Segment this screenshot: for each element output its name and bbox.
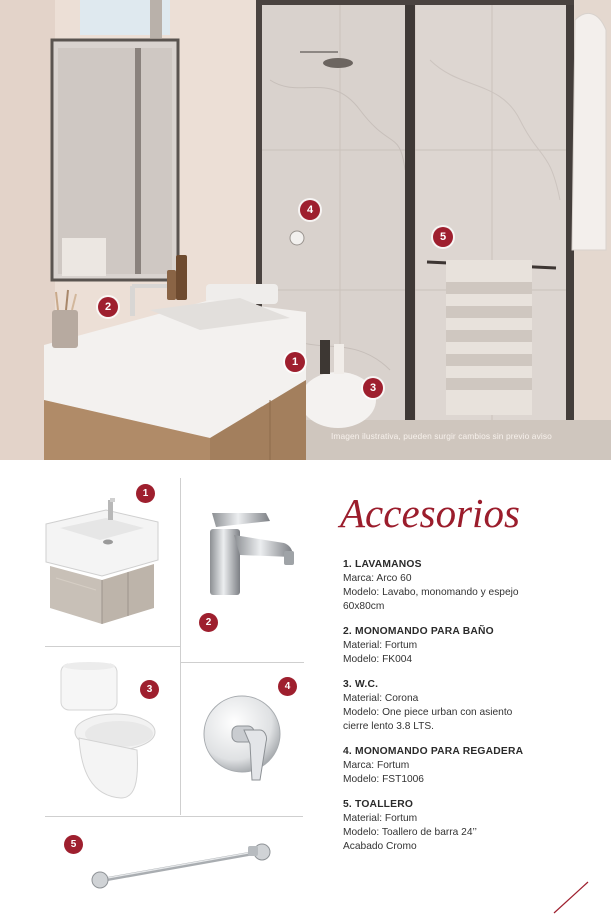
scene-marker-4	[300, 200, 320, 220]
grid-divider	[180, 478, 181, 815]
spec-line: Modelo: Lavabo, monomando y espejo	[343, 587, 519, 598]
washbasin-vanity-icon	[42, 496, 162, 630]
shower-mixer-icon	[202, 690, 288, 786]
grid-divider	[45, 646, 180, 647]
grid-divider	[180, 662, 304, 663]
scene-marker-1	[285, 352, 305, 372]
toilet-icon	[55, 660, 159, 805]
spec-item-toallero	[343, 798, 583, 854]
spec-line: 60x80cm	[343, 601, 385, 612]
scene-marker-label: 4	[306, 204, 314, 216]
spec-line: Marca: Fortum	[343, 760, 410, 771]
scene-marker-3	[363, 378, 383, 398]
towel-bar-icon	[88, 838, 274, 894]
basin-faucet-icon	[204, 505, 300, 599]
spec-line: Marca: Arco 60	[343, 573, 412, 584]
spec-item-wc	[343, 678, 583, 734]
spec-heading: 3. W.C.	[343, 679, 379, 690]
spec-line: Material: Fortum	[343, 640, 418, 651]
spec-line: Modelo: FST1006	[343, 774, 424, 785]
badge-number: 4	[284, 681, 291, 692]
spec-line: Modelo: FK004	[343, 654, 413, 665]
product-badge-5	[64, 835, 83, 854]
badge-number: 5	[70, 839, 77, 850]
scene-marker-label: 1	[291, 356, 299, 368]
scene-marker-2	[98, 297, 118, 317]
scene-marker-label: 5	[439, 231, 447, 243]
spec-line: Material: Corona	[343, 693, 419, 704]
badge-number: 3	[146, 684, 153, 695]
spec-heading: 5. TOALLERO	[343, 799, 414, 810]
spec-item-lavamanos	[343, 558, 583, 614]
spec-item-monomando-bano	[343, 625, 583, 667]
product-badge-2	[199, 613, 218, 632]
spec-line: Modelo: One piece urban con asiento	[343, 707, 513, 718]
spec-heading: 4. MONOMANDO PARA REGADERA	[343, 746, 524, 757]
spec-line: Modelo: Toallero de barra 24’’	[343, 827, 477, 838]
scene-marker-label: 3	[369, 382, 377, 394]
spec-line: cierre lento 3.8 LTS.	[343, 721, 434, 732]
badge-number: 1	[142, 488, 149, 499]
disclaimer-text: Imagen ilustrativa, pueden surgir cambios sin previo aviso	[331, 431, 552, 441]
scene-marker-label: 2	[104, 301, 112, 313]
scene-marker-5	[433, 227, 453, 247]
spec-item-monomando-regadera	[343, 745, 583, 787]
spec-line: Acabado Cromo	[343, 841, 417, 852]
spec-line: Material: Fortum	[343, 813, 418, 824]
spec-heading: 1. LAVAMANOS	[343, 559, 422, 570]
corner-accent-line	[548, 880, 611, 915]
spec-list	[343, 558, 583, 865]
badge-number: 2	[205, 617, 212, 628]
grid-divider	[45, 816, 303, 817]
section-title: Accesorios	[340, 490, 520, 536]
spec-heading: 2. MONOMANDO PARA BAÑO	[343, 626, 494, 637]
